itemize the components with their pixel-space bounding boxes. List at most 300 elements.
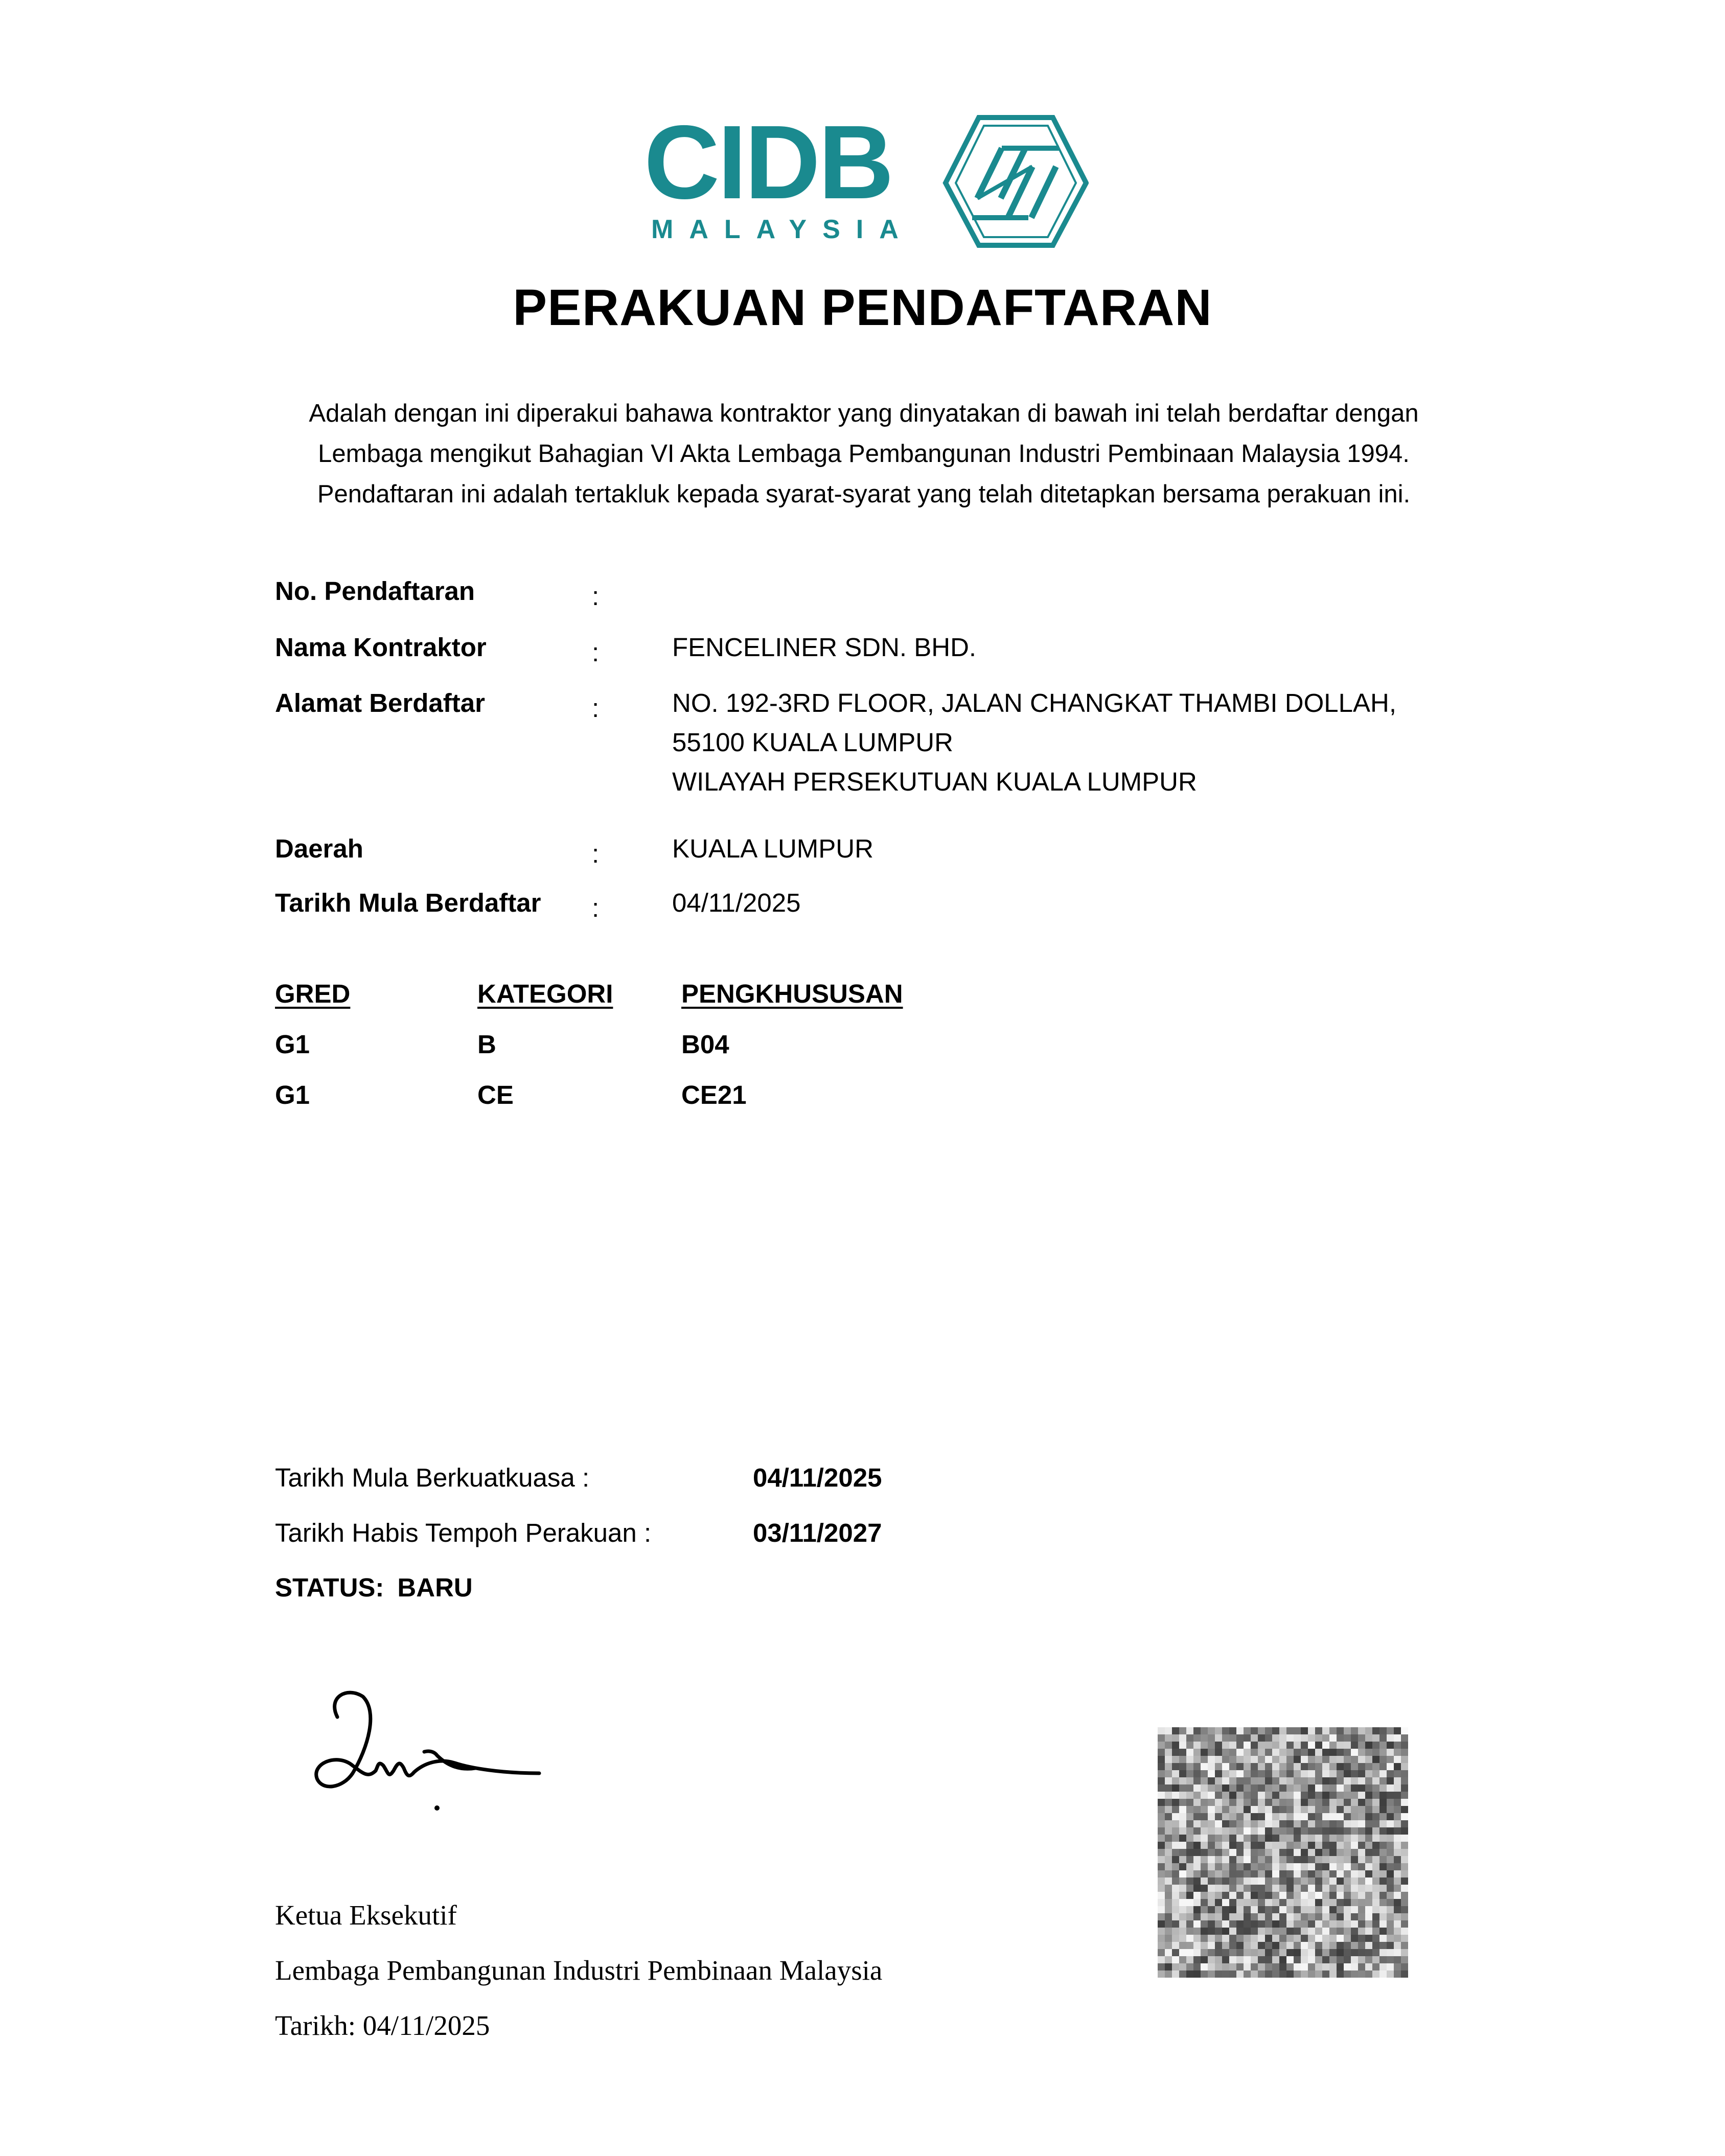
qr-module: [1387, 1806, 1394, 1814]
qr-module: [1222, 1806, 1230, 1814]
qr-module: [1301, 1734, 1308, 1742]
qr-module: [1301, 1749, 1308, 1756]
qr-module: [1179, 1899, 1187, 1907]
qr-module: [1222, 1770, 1230, 1778]
qr-module: [1193, 1792, 1201, 1799]
qr-module: [1165, 1877, 1172, 1885]
qr-module: [1365, 1734, 1373, 1742]
qr-module: [1308, 1935, 1316, 1942]
qr-module: [1201, 1956, 1208, 1964]
qr-module: [1372, 1856, 1380, 1864]
qr-module: [1158, 1899, 1165, 1907]
qr-module: [1329, 1742, 1337, 1749]
qr-module: [1193, 1827, 1201, 1835]
qr-module: [1322, 1913, 1330, 1921]
qr-module: [1236, 1792, 1244, 1799]
qr-module: [1372, 1756, 1380, 1764]
qr-module: [1401, 1906, 1408, 1914]
qr-module: [1322, 1899, 1330, 1907]
qr-module: [1365, 1928, 1373, 1935]
qr-module: [1251, 1856, 1258, 1864]
qr-module: [1172, 1813, 1180, 1821]
qr-module: [1322, 1942, 1330, 1950]
qr-module: [1172, 1756, 1180, 1764]
qr-module: [1186, 1770, 1194, 1778]
qr-module: [1322, 1870, 1330, 1878]
qr-module: [1186, 1756, 1194, 1764]
qr-module: [1387, 1777, 1394, 1785]
qr-module: [1337, 1763, 1344, 1771]
qr-module: [1329, 1970, 1337, 1978]
qr-module: [1208, 1770, 1215, 1778]
qr-module: [1193, 1913, 1201, 1921]
qr-module: [1308, 1827, 1316, 1835]
qr-module: [1337, 1963, 1344, 1971]
qr-module: [1201, 1842, 1208, 1849]
qr-module: [1387, 1792, 1394, 1799]
qr-module: [1308, 1842, 1316, 1849]
cidb-logo: [644, 111, 1089, 249]
qr-module: [1244, 1727, 1251, 1735]
qr-module: [1222, 1784, 1230, 1792]
qr-module: [1286, 1734, 1294, 1742]
qr-module: [1265, 1784, 1273, 1792]
qr-module: [1215, 1820, 1223, 1828]
qr-module: [1279, 1827, 1287, 1835]
qr-module: [1351, 1963, 1359, 1971]
qr-module: [1358, 1920, 1366, 1928]
qr-module: [1329, 1784, 1337, 1792]
qr-module: [1337, 1849, 1344, 1857]
qr-module: [1236, 1942, 1244, 1950]
qr-module: [1222, 1849, 1230, 1857]
qr-module: [1229, 1870, 1237, 1878]
qr-module: [1179, 1770, 1187, 1778]
qr-module: [1186, 1792, 1194, 1799]
qr-module: [1251, 1820, 1258, 1828]
qr-module: [1329, 1777, 1337, 1785]
validity-label: Tarikh Mula Berkuatkuasa :: [275, 1463, 590, 1492]
qr-module: [1265, 1906, 1273, 1914]
qr-module: [1251, 1727, 1258, 1735]
qr-module: [1258, 1956, 1266, 1964]
qr-module: [1337, 1942, 1344, 1950]
qr-module: [1222, 1963, 1230, 1971]
qr-module: [1229, 1935, 1237, 1942]
qr-module: [1379, 1813, 1387, 1821]
qr-module: [1158, 1749, 1165, 1756]
qr-module: [1222, 1842, 1230, 1849]
qr-module: [1315, 1742, 1323, 1749]
qr-module: [1258, 1856, 1266, 1864]
qr-module: [1251, 1892, 1258, 1899]
qr-module: [1401, 1756, 1408, 1764]
qr-module: [1329, 1863, 1337, 1871]
qr-module: [1179, 1792, 1187, 1799]
qr-module: [1401, 1920, 1408, 1928]
qr-module: [1193, 1963, 1201, 1971]
qr-module: [1229, 1949, 1237, 1957]
qr-module: [1201, 1806, 1208, 1814]
qr-module: [1394, 1870, 1401, 1878]
qr-module: [1215, 1892, 1223, 1899]
qr-module: [1308, 1820, 1316, 1828]
qr-module: [1401, 1870, 1408, 1878]
qr-module: [1179, 1734, 1187, 1742]
qr-module: [1365, 1892, 1373, 1899]
qr-module: [1251, 1963, 1258, 1971]
qr-module: [1215, 1763, 1223, 1771]
qr-module: [1272, 1742, 1280, 1749]
qr-module: [1193, 1842, 1201, 1849]
qr-module: [1244, 1963, 1251, 1971]
qr-module: [1394, 1784, 1401, 1792]
qr-module: [1372, 1820, 1380, 1828]
qr-module: [1244, 1792, 1251, 1799]
qr-module: [1158, 1963, 1165, 1971]
qr-module: [1308, 1906, 1316, 1914]
qr-module: [1265, 1734, 1273, 1742]
qr-module: [1322, 1906, 1330, 1914]
qr-module: [1401, 1963, 1408, 1971]
qr-module: [1265, 1949, 1273, 1957]
qr-module: [1186, 1920, 1194, 1928]
address-line: NO. 192-3RD FLOOR, JALAN CHANGKAT THAMBI DOLLAH,: [672, 688, 1397, 717]
qr-module: [1201, 1770, 1208, 1778]
qr-module: [1215, 1928, 1223, 1935]
intro-line: Pendaftaran ini adalah tertakluk kepada syarat-syarat yang telah ditetapkan bersama perakuan ini.: [317, 480, 1411, 508]
qr-module: [1394, 1820, 1401, 1828]
qr-module: [1258, 1835, 1266, 1842]
qr-module: [1244, 1749, 1251, 1756]
qr-module: [1186, 1813, 1194, 1821]
qr-module: [1294, 1835, 1301, 1842]
qr-module: [1244, 1763, 1251, 1771]
qr-module: [1315, 1806, 1323, 1814]
qr-module: [1351, 1770, 1359, 1778]
qr-module: [1272, 1756, 1280, 1764]
qr-module: [1394, 1792, 1401, 1799]
qr-module: [1193, 1928, 1201, 1935]
qr-module: [1387, 1920, 1394, 1928]
qr-module: [1158, 1842, 1165, 1849]
qr-module: [1265, 1827, 1273, 1835]
qr-module: [1236, 1935, 1244, 1942]
qr-module: [1401, 1827, 1408, 1835]
qr-module: [1279, 1799, 1287, 1806]
qr-module: [1372, 1792, 1380, 1799]
qr-module: [1387, 1877, 1394, 1885]
qr-module: [1172, 1970, 1180, 1978]
qr-module: [1294, 1863, 1301, 1871]
qr-module: [1186, 1734, 1194, 1742]
qr-module: [1358, 1935, 1366, 1942]
qr-module: [1322, 1970, 1330, 1978]
qr-module: [1365, 1935, 1373, 1942]
qr-module: [1337, 1970, 1344, 1978]
qr-module: [1308, 1928, 1316, 1935]
qr-module: [1265, 1763, 1273, 1771]
qr-module: [1179, 1856, 1187, 1864]
address-line: WILAYAH PERSEKUTUAN KUALA LUMPUR: [672, 767, 1197, 796]
qr-module: [1351, 1842, 1359, 1849]
qr-module: [1208, 1734, 1215, 1742]
qr-module: [1165, 1906, 1172, 1914]
qr-module: [1165, 1813, 1172, 1821]
qr-module: [1172, 1799, 1180, 1806]
qr-module: [1344, 1863, 1351, 1871]
qr-module: [1215, 1842, 1223, 1849]
qr-module: [1179, 1820, 1187, 1828]
qr-module: [1372, 1935, 1380, 1942]
qr-module: [1379, 1777, 1387, 1785]
qr-module: [1186, 1928, 1194, 1935]
qr-module: [1372, 1806, 1380, 1814]
qr-module: [1193, 1856, 1201, 1864]
qr-code-icon: [1158, 1727, 1408, 1978]
qr-module: [1236, 1734, 1244, 1742]
qr-module: [1379, 1770, 1387, 1778]
qr-module: [1322, 1784, 1330, 1792]
qr-module: [1215, 1942, 1223, 1950]
qr-module: [1379, 1970, 1387, 1978]
qr-module: [1244, 1970, 1251, 1978]
qr-module: [1222, 1885, 1230, 1892]
qr-module: [1258, 1734, 1266, 1742]
qr-module: [1315, 1849, 1323, 1857]
qr-module: [1344, 1949, 1351, 1957]
qr-module: [1387, 1863, 1394, 1871]
qr-module: [1337, 1799, 1344, 1806]
qr-module: [1315, 1784, 1323, 1792]
qr-module: [1379, 1784, 1387, 1792]
qr-module: [1308, 1877, 1316, 1885]
qr-module: [1165, 1842, 1172, 1849]
qr-module: [1351, 1820, 1359, 1828]
qr-module: [1172, 1749, 1180, 1756]
detail-value: FENCELINER SDN. BHD.: [672, 633, 977, 662]
qr-module: [1337, 1813, 1344, 1821]
qr-module: [1308, 1806, 1316, 1814]
qr-module: [1372, 1842, 1380, 1849]
qr-module: [1208, 1870, 1215, 1878]
qr-module: [1229, 1856, 1237, 1864]
qr-module: [1215, 1770, 1223, 1778]
qr-module: [1351, 1935, 1359, 1942]
qr-module: [1236, 1949, 1244, 1957]
qr-module: [1179, 1749, 1187, 1756]
qr-module: [1322, 1842, 1330, 1849]
qr-module: [1351, 1863, 1359, 1871]
qr-module: [1337, 1863, 1344, 1871]
qr-module: [1337, 1877, 1344, 1885]
qr-module: [1365, 1899, 1373, 1907]
qr-module: [1172, 1870, 1180, 1878]
qr-module: [1394, 1799, 1401, 1806]
qr-module: [1358, 1784, 1366, 1792]
qr-module: [1265, 1856, 1273, 1864]
qr-module: [1308, 1942, 1316, 1950]
qr-module: [1258, 1763, 1266, 1771]
qr-module: [1236, 1727, 1244, 1735]
qr-module: [1258, 1842, 1266, 1849]
qr-module: [1201, 1727, 1208, 1735]
qr-module: [1358, 1963, 1366, 1971]
qr-module: [1236, 1827, 1244, 1835]
qr-module: [1236, 1749, 1244, 1756]
qr-module: [1286, 1770, 1294, 1778]
qr-module: [1394, 1813, 1401, 1821]
qr-module: [1193, 1870, 1201, 1878]
qr-module: [1222, 1756, 1230, 1764]
qr-module: [1193, 1949, 1201, 1957]
qr-module: [1179, 1892, 1187, 1899]
qr-module: [1208, 1892, 1215, 1899]
qr-module: [1279, 1963, 1287, 1971]
qr-module: [1344, 1942, 1351, 1950]
qr-module: [1258, 1935, 1266, 1942]
qr-module: [1286, 1813, 1294, 1821]
qr-module: [1215, 1935, 1223, 1942]
qr-module: [1158, 1856, 1165, 1864]
qr-module: [1208, 1749, 1215, 1756]
qr-module: [1279, 1784, 1287, 1792]
status-label: STATUS:: [275, 1573, 384, 1602]
qr-module: [1158, 1885, 1165, 1892]
qr-module: [1322, 1877, 1330, 1885]
qr-module: [1315, 1870, 1323, 1878]
qr-module: [1251, 1913, 1258, 1921]
qr-module: [1272, 1949, 1280, 1957]
qr-module: [1179, 1877, 1187, 1885]
qr-module: [1272, 1956, 1280, 1964]
qr-module: [1215, 1877, 1223, 1885]
qr-module: [1301, 1770, 1308, 1778]
detail-colon: :: [592, 693, 600, 723]
qr-module: [1215, 1727, 1223, 1735]
qr-module: [1387, 1756, 1394, 1764]
qr-module: [1272, 1970, 1280, 1978]
qr-module: [1387, 1727, 1394, 1735]
qr-module: [1215, 1856, 1223, 1864]
qr-module: [1344, 1806, 1351, 1814]
qr-module: [1308, 1899, 1316, 1907]
qr-module: [1236, 1835, 1244, 1842]
qr-module: [1372, 1963, 1380, 1971]
qr-module: [1265, 1877, 1273, 1885]
qr-module: [1208, 1727, 1215, 1735]
qr-module: [1229, 1956, 1237, 1964]
qr-module: [1294, 1827, 1301, 1835]
qr-module: [1358, 1870, 1366, 1878]
specialization-cell: CE21: [681, 1080, 747, 1109]
qr-module: [1244, 1734, 1251, 1742]
qr-module: [1158, 1835, 1165, 1842]
qr-module: [1186, 1885, 1194, 1892]
qr-module: [1272, 1813, 1280, 1821]
qr-module: [1294, 1956, 1301, 1964]
qr-module: [1315, 1935, 1323, 1942]
qr-module: [1351, 1877, 1359, 1885]
qr-module: [1222, 1906, 1230, 1914]
qr-module: [1344, 1906, 1351, 1914]
qr-module: [1286, 1727, 1294, 1735]
qr-module: [1315, 1799, 1323, 1806]
qr-module: [1286, 1756, 1294, 1764]
qr-module: [1286, 1899, 1294, 1907]
qr-module: [1379, 1734, 1387, 1742]
qr-module: [1387, 1892, 1394, 1899]
qr-module: [1379, 1749, 1387, 1756]
qr-module: [1229, 1899, 1237, 1907]
qr-module: [1272, 1784, 1280, 1792]
qr-module: [1179, 1763, 1187, 1771]
qr-module: [1351, 1734, 1359, 1742]
qr-module: [1251, 1849, 1258, 1857]
qr-module: [1158, 1813, 1165, 1821]
qr-module: [1394, 1763, 1401, 1771]
qr-module: [1322, 1813, 1330, 1821]
qr-module: [1308, 1849, 1316, 1857]
qr-module: [1301, 1877, 1308, 1885]
detail-label: Alamat Berdaftar: [275, 688, 485, 717]
qr-module: [1365, 1749, 1373, 1756]
qr-module: [1301, 1942, 1308, 1950]
qr-module: [1301, 1892, 1308, 1899]
qr-module: [1208, 1842, 1215, 1849]
qr-module: [1251, 1842, 1258, 1849]
qr-module: [1322, 1963, 1330, 1971]
qr-module: [1379, 1913, 1387, 1921]
qr-module: [1229, 1806, 1237, 1814]
qr-module: [1208, 1942, 1215, 1950]
qr-module: [1279, 1842, 1287, 1849]
qr-module: [1379, 1870, 1387, 1878]
qr-module: [1201, 1784, 1208, 1792]
qr-module: [1315, 1892, 1323, 1899]
qr-module: [1365, 1963, 1373, 1971]
qr-module: [1379, 1820, 1387, 1828]
qr-module: [1215, 1835, 1223, 1842]
qr-module: [1165, 1885, 1172, 1892]
qr-module: [1201, 1827, 1208, 1835]
qr-module: [1172, 1734, 1180, 1742]
qr-module: [1179, 1956, 1187, 1964]
qr-module: [1315, 1913, 1323, 1921]
qr-module: [1394, 1856, 1401, 1864]
qr-module: [1236, 1820, 1244, 1828]
qr-module: [1301, 1763, 1308, 1771]
qr-module: [1308, 1792, 1316, 1799]
qr-module: [1351, 1913, 1359, 1921]
qr-module: [1315, 1963, 1323, 1971]
qr-module: [1301, 1856, 1308, 1864]
qr-module: [1165, 1970, 1172, 1978]
qr-module: [1222, 1935, 1230, 1942]
qr-module: [1337, 1792, 1344, 1799]
qr-module: [1344, 1913, 1351, 1921]
qr-module: [1394, 1935, 1401, 1942]
qr-module: [1286, 1870, 1294, 1878]
qr-module: [1272, 1799, 1280, 1806]
qr-module: [1379, 1742, 1387, 1749]
qr-module: [1344, 1749, 1351, 1756]
qr-module: [1322, 1928, 1330, 1935]
qr-module: [1265, 1756, 1273, 1764]
qr-module: [1179, 1813, 1187, 1821]
qr-module: [1251, 1928, 1258, 1935]
qr-module: [1286, 1806, 1294, 1814]
